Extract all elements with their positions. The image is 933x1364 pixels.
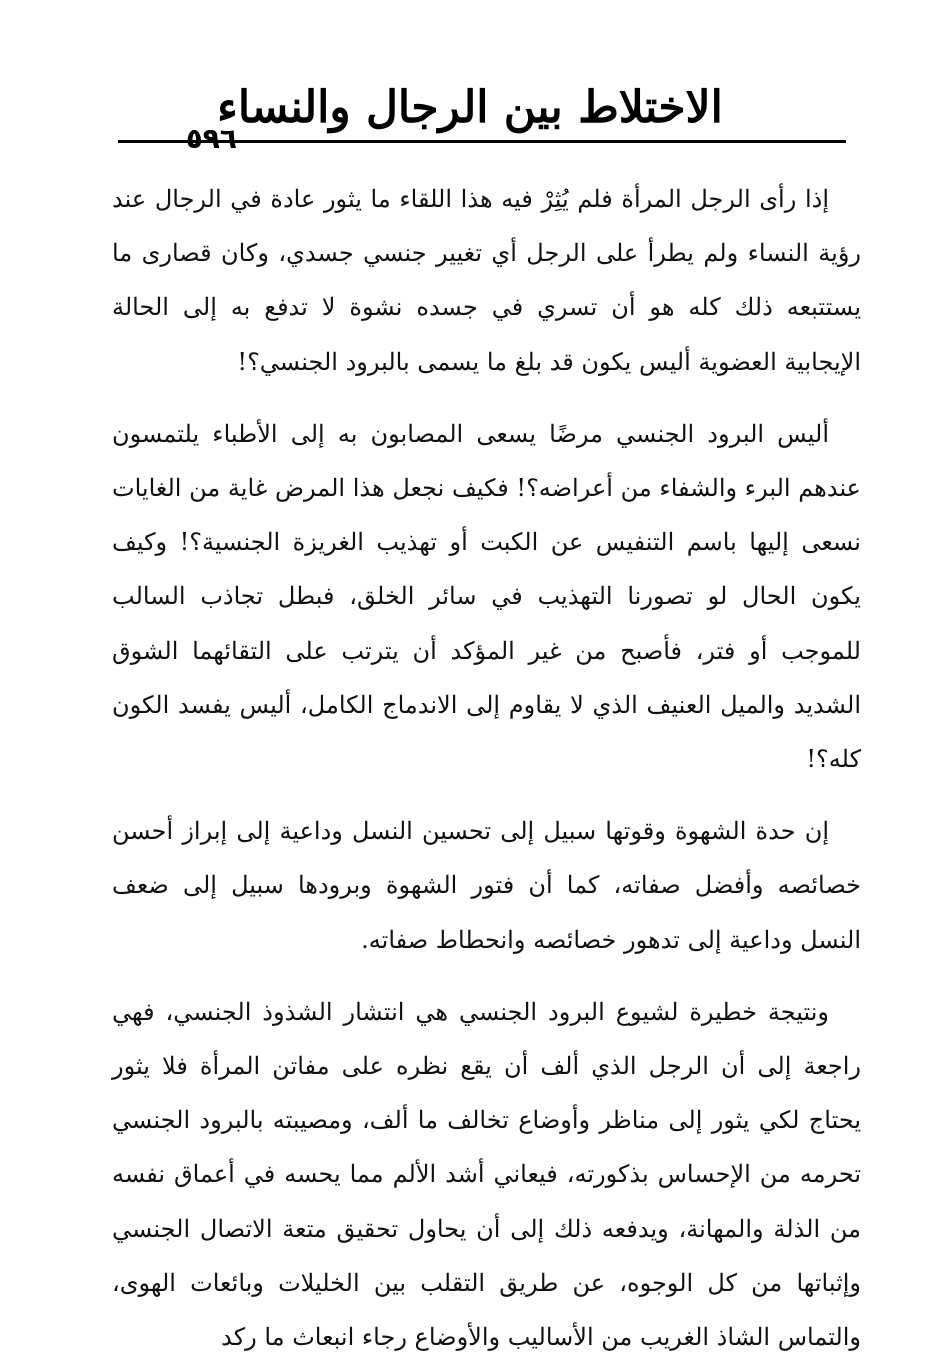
paragraph-1: إذا رأى الرجل المرأة فلم يُثِرْ فيه هذا اللقاء ما يثور عادة في الرجال عند رؤية النساء ولم يطرأ على الرجل أي تغيير جنسي جسدي، وكان قصارى ما يستتبعه ذلك كله هو أن تسري في جسده نشوة لا تدفع به إلى الحالة الإيجابية العضوية أليس يكون قد بلغ ما يسمى بالبرود الجنسي؟! [112,185,862,376]
paragraph-3: إن حدة الشهوة وقوتها سبيل إلى تحسين النسل وداعية إلى إبراز أحسن خصائصه وأفضل صفاته، كما أن فتور الشهوة وبرودها سبيل إلى ضعف النسل وداعية إلى تدهور خصائصه وانحطاط صفاته. [112,817,861,954]
paragraph-4: ونتيجة خطيرة لشيوع البرود الجنسي هي انتشار الشذوذ الجنسي، فهي راجعة إلى أن الرجل الذي ألف أن يقع نظره على مفاتن المرأة فلا يثور يحتاج لكي يثور إلى مناظر وأوضاع تخالف ما ألف، ومصيبته بالبرود الجنسي تحرمه من الإحساس بذكورته، فيعاني أشد الألم مما يحسه في أعماق نفسه من الذلة والمهانة، ويدفعه ذلك إلى أن يحاول تحقيق متعة الاتصال الجنسي وإثباتها من كل الوجوه، عن طريق التقلب بين الخليلات وبائعات الهوى، والتماس الشاذ الغريب من الأساليب والأوضاع رجاء انبعاث ما ركد [112,997,862,1352]
book-title: الاختلاط بين الرجال والنساء [217,82,723,133]
header-rule [118,140,846,143]
body-text [112,172,861,1364]
page-number: ٥٩٦ [185,122,237,155]
paragraph-2: أليس البرود الجنسي مرضًا يسعى المصابون به إلى الأطباء يلتمسون عندهم البرء والشفاء من أعراضه؟! فكيف نجعل هذا المرض غاية من الغايات نسعى إليها باسم التنفيس عن الكبت أو تهذيب الغريزة الجنسية؟! وكيف يكون الحال لو تصورنا التهذيب في سائر الخلق، فبطل تجاذب السالب للموجب أو فتر، فأصبح من غير المؤكد أن يترتب على التقائهما الشوق الشديد والميل العنيف الذي لا يقاوم إلى الاندماج الكامل، أليس يفسد الكون كله؟! [112,419,861,774]
